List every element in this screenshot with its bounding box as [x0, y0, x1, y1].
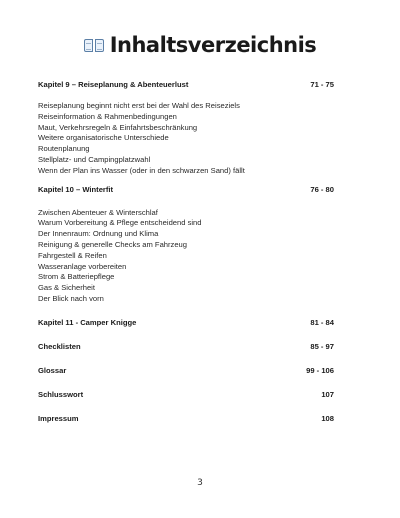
- toc-entry-chapter-10[interactable]: [38, 185, 334, 199]
- toc-section: Wenn der Plan ins Wasser (oder in den schwarzen Sand) fällt: [38, 165, 245, 175]
- toc-section: Gas & Sicherheit: [38, 283, 95, 293]
- toc-section: Reiseplanung beginnt nicht erst bei der Wahl des Reiseziels: [38, 101, 240, 110]
- toc-entry-impressum[interactable]: [38, 414, 334, 428]
- toc-entry-glossar[interactable]: [38, 366, 334, 380]
- open-book-icon: [84, 39, 104, 53]
- toc-entry-pages: 76 - 80: [310, 184, 334, 194]
- page-title: [0, 33, 400, 57]
- toc-entry-pages: 99 - 106: [306, 365, 334, 375]
- heading-text: Inhaltsverzeichnis: [109, 33, 317, 57]
- toc-section: Der Blick nach vorn: [38, 293, 104, 303]
- section-list: [38, 208, 334, 305]
- toc-entry-title: Schlusswort: [38, 389, 84, 399]
- toc-section: Routenplanung: [38, 144, 90, 154]
- toc-entry-title: Kapitel 10 – Winterfit: [38, 184, 114, 194]
- toc-entry-pages: 71 - 75: [310, 80, 334, 89]
- toc-section: Stellplatz- und Campingplatzwahl: [38, 154, 151, 164]
- toc-section: Wasseranlage vorbereiten: [38, 261, 127, 271]
- toc-section: Weitere organisatorische Unterschiede: [38, 133, 169, 143]
- toc-entry-pages: 81 - 84: [310, 317, 334, 327]
- toc-section: Zwischen Abenteuer & Winterschlaf: [38, 207, 158, 217]
- toc-section: Der Innenraum: Ordnung und Klima: [38, 229, 159, 239]
- toc-entry-schlusswort[interactable]: [38, 390, 334, 404]
- toc-entry-checklisten[interactable]: [38, 342, 334, 356]
- toc-section: Fahrgestell & Reifen: [38, 250, 107, 260]
- toc-entry-chapter-11[interactable]: [38, 318, 334, 332]
- toc-section: Maut, Verkehrsregeln & Einfahrtsbeschränkung: [38, 122, 198, 132]
- toc-entry-title: Checklisten: [38, 341, 81, 351]
- toc-section: Reinigung & generelle Checks am Fahrzeug: [38, 239, 188, 249]
- toc-section: Strom & Batteriepflege: [38, 272, 115, 282]
- toc-entry-pages: 107: [321, 389, 334, 399]
- toc-section: Warum Vorbereitung & Pflege entscheidend sind: [38, 218, 202, 228]
- toc-entry-pages: 85 - 97: [310, 341, 334, 351]
- toc-entry-title: Kapitel 11 - Camper Knigge: [38, 317, 137, 327]
- toc-entry-title: Glossar: [38, 365, 67, 375]
- section-list: [38, 101, 334, 177]
- toc-entry-title: Impressum: [38, 413, 79, 423]
- page-number: 3: [197, 478, 203, 488]
- toc-section: Reiseinformation & Rahmenbedingungen: [38, 111, 177, 121]
- toc-entry-chapter-9[interactable]: [38, 80, 334, 94]
- toc-entry-title: Kapitel 9 – Reiseplanung & Abenteuerlust: [38, 80, 189, 89]
- toc-entry-pages: 108: [321, 413, 334, 423]
- table-of-contents: [38, 80, 334, 428]
